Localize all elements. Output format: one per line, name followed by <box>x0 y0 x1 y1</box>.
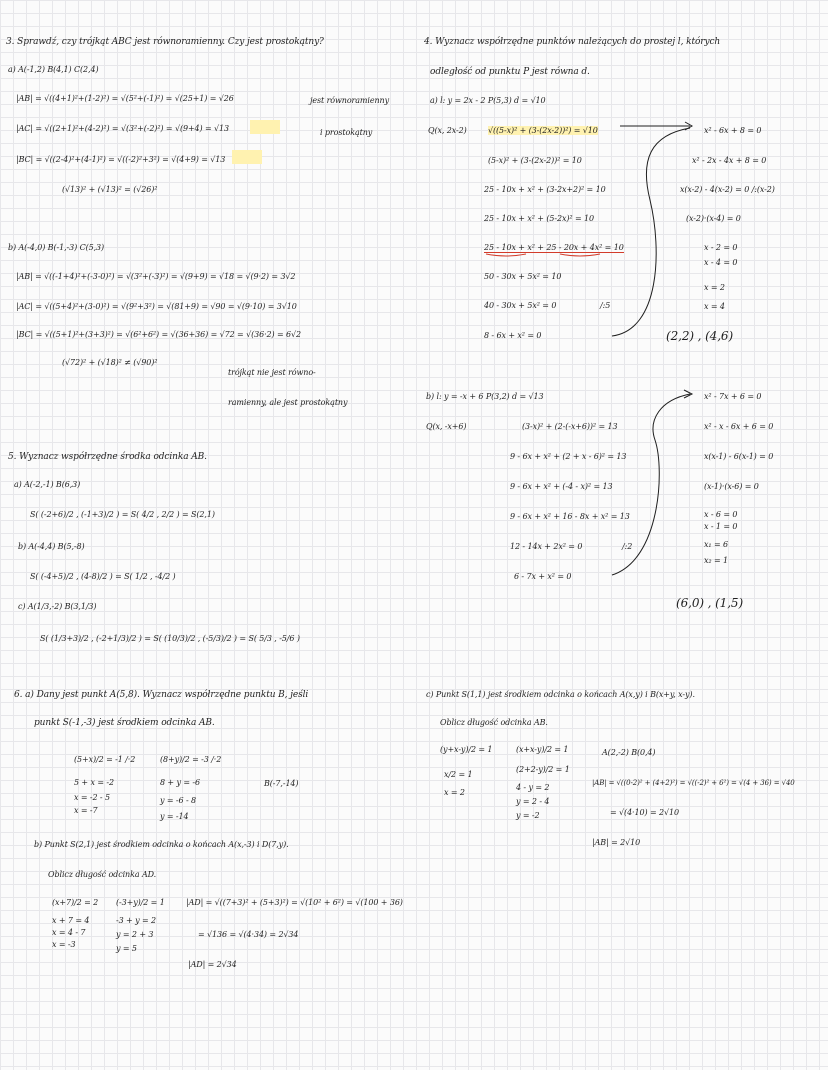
task5c-points: c) A(1/3,-2) B(3,1/3) <box>18 602 97 611</box>
task6b-title1: b) Punkt S(2,1) jest środkiem odcinka o końcach A(x,-3) i D(7,y). <box>34 840 289 849</box>
task6c-x2: x/2 = 1 <box>444 770 473 779</box>
curve-4b <box>612 394 690 575</box>
task4a-s7: x = 2 <box>704 283 725 292</box>
task6a-y3: y = -6 - 8 <box>160 796 196 805</box>
task4a-s1: x² - 6x + 8 = 0 <box>704 126 762 135</box>
task3b-points: b) A(-4,0) B(-1,-3) C(5,3) <box>8 243 105 252</box>
task5b-points: b) A(-4,4) B(5,-8) <box>18 542 85 551</box>
task6c-points: A(2,-2) B(0,4) <box>602 748 656 757</box>
task4a-answer: (2,2) , (4,6) <box>666 329 734 343</box>
highlight-ac <box>250 120 280 134</box>
task3a-check: (√13)² + (√13)² = (√26)² <box>62 185 158 194</box>
task3a-note1: jest równoramienny <box>310 96 390 105</box>
task4b-s6: x - 1 = 0 <box>704 522 738 531</box>
task4a-div: /:5 <box>600 301 611 310</box>
task4b-div: /:2 <box>622 542 633 551</box>
task6b-x2: x + 7 = 4 <box>52 916 90 925</box>
task6b-y1: (-3+y)/2 = 1 <box>116 898 165 907</box>
task3b-ac: |AC| = √((5+4)²+(3-0)²) = √(9²+3²) = √(81+9) = √90 = √(9·10) = 3√10 <box>16 302 297 311</box>
task4a-eq8: 8 - 6x + x² = 0 <box>484 331 542 340</box>
task4b-q: Q(x, -x+6) <box>426 422 467 431</box>
task6c-ab2: = √(4·10) = 2√10 <box>610 808 679 817</box>
task4b-eq6: 6 - 7x + x² = 0 <box>514 572 572 581</box>
task4b-eq5: 12 - 14x + 2x² = 0 <box>510 542 583 551</box>
task5a-result: S( (-2+6)/2 , (-1+3)/2 ) = S( 4/2 , 2/2 ) = S(2,1) <box>30 510 215 519</box>
task6b-title2: Oblicz długość odcinka AD. <box>48 870 157 879</box>
task4b-s3: x(x-1) - 6(x-1) = 0 <box>704 452 774 461</box>
task4b-eq4: 9 - 6x + x² + 16 - 8x + x² = 13 <box>510 512 630 521</box>
task5b-result: S( (-4+5)/2 , (4-8)/2 ) = S( 1/2 , -4/2 ) <box>30 572 176 581</box>
task5-title: 5. Wyznacz współrzędne środka odcinka AB. <box>8 452 207 462</box>
task6c-title2: Oblicz długość odcinka AB. <box>440 718 548 727</box>
task6c-y1: (x+x-y)/2 = 1 <box>516 745 569 754</box>
task6b-y3: y = 2 + 3 <box>116 930 154 939</box>
task4b-setup: b) l: y = -x + 6 P(3,2) d = √13 <box>426 392 544 401</box>
task6a-x2: 5 + x = -2 <box>74 778 114 787</box>
task6a-x3: x = -2 - 5 <box>74 793 110 802</box>
task6a-y2: 8 + y = -6 <box>160 778 200 787</box>
task6c-y3: 4 - y = 2 <box>516 783 550 792</box>
task4a-eq7: 40 - 30x + 5x² = 0 <box>484 301 557 310</box>
task4a-s4: (x-2)·(x-4) = 0 <box>686 214 741 223</box>
task6c-ab1: |AB| = √((0-2)² + (4+2)²) = √((-2)² + 6²) = √(4 + 36) = √40 <box>592 779 795 787</box>
task6a-title1: 6. a) Dany jest punkt A(5,8). Wyznacz współrzędne punktu B, jeśli <box>14 690 309 700</box>
task4a-s8: x = 4 <box>704 302 725 311</box>
task6c-y5: y = -2 <box>516 811 540 820</box>
task4b-s7: x₁ = 6 <box>704 540 728 549</box>
highlight-bc <box>232 150 262 164</box>
task6a-x1: (5+x)/2 = -1 /·2 <box>74 755 136 764</box>
task4a-s3: x(x-2) - 4(x-2) = 0 /:(x-2) <box>680 185 775 194</box>
task4b-answer: (6,0) , (1,5) <box>676 596 744 610</box>
task6b-ad2: = √136 = √(4·34) = 2√34 <box>198 930 299 939</box>
task6c-title1: c) Punkt S(1,1) jest środkiem odcinka o końcach A(x,y) i B(x+y, x-y). <box>426 690 695 699</box>
task3a-note2: i prostokątny <box>320 128 373 137</box>
task4a-eq4: 25 - 10x + x² + (5-2x)² = 10 <box>484 214 594 223</box>
task4a-setup: a) l: y = 2x - 2 P(5,3) d = √10 <box>430 96 546 105</box>
task4a-q: Q(x, 2x-2) <box>428 126 467 135</box>
task3b-check: (√72)² + (√18)² ≠ (√90)² <box>62 358 158 367</box>
task3-title: 3. Sprawdź, czy trójkąt ABC jest równoramienny. Czy jest prostokątny? <box>6 37 324 47</box>
task6c-y2: (2+2-y)/2 = 1 <box>516 765 570 774</box>
task4b-s4: (x-1)·(x-6) = 0 <box>704 482 759 491</box>
task6c-x1: (y+x-y)/2 = 1 <box>440 745 493 754</box>
task6a-y4: y = -14 <box>160 812 189 821</box>
task3a-ab: |AB| = √((4+1)²+(1-2)²) = √(5²+(-1)²) = √(25+1) = √26 <box>16 94 234 103</box>
task4b-eq2: 9 - 6x + x² + (2 + x - 6)² = 13 <box>510 452 627 461</box>
task6b-x3: x = 4 - 7 <box>52 928 86 937</box>
task3b-bc: |BC| = √((5+1)²+(3+3)²) = √(6²+6²) = √(36+36) = √72 = √(36·2) = 6√2 <box>16 330 302 339</box>
task4a-eq1: √((5-x)² + (3-(2x-2))²) = √10 <box>488 126 598 135</box>
task3a-points: a) A(-1,2) B(4,1) C(2,4) <box>8 65 99 74</box>
task6c-y4: y = 2 - 4 <box>516 797 550 806</box>
task4a-eq5: 25 - 10x + x² + 25 - 20x + 4x² = 10 <box>484 243 624 252</box>
task6a-x4: x = -7 <box>74 806 98 815</box>
task4a-s5: x - 2 = 0 <box>704 243 738 252</box>
task6b-x4: x = -3 <box>52 940 76 949</box>
task6b-y4: y = 5 <box>116 944 137 953</box>
task3a-ac: |AC| = √((2+1)²+(4-2)²) = √(3²+(-2)²) = √(9+4) = √13 <box>16 124 230 133</box>
task3b-note1: trójkąt nie jest równo- <box>228 368 316 377</box>
task4a-eq2: (5-x)² + (3-(2x-2))² = 10 <box>488 156 582 165</box>
underline-red-1 <box>486 254 526 256</box>
task6b-ad1: |AD| = √((7+3)² + (5+3)²) = √(10² + 6²) = √(100 + 36) <box>186 898 403 907</box>
task4b-eq1: (3-x)² + (2-(-x+6))² = 13 <box>522 422 618 431</box>
task4b-s5: x - 6 = 0 <box>704 510 738 519</box>
task6c-answer: |AB| = 2√10 <box>592 838 641 847</box>
task6a-y1: (8+y)/2 = -3 /·2 <box>160 755 222 764</box>
task4b-s1: x² - 7x + 6 = 0 <box>704 392 762 401</box>
task4a-s6: x - 4 = 0 <box>704 258 738 267</box>
task3b-note2: ramienny, ale jest prostokątny <box>228 398 348 407</box>
task5c-result: S( (1/3+3)/2 , (-2+1/3)/2 ) = S( (10/3)/2 , (-5/3)/2 ) = S( 5/3 , -5/6 ) <box>40 634 300 643</box>
task4b-s2: x² - x - 6x + 6 = 0 <box>704 422 774 431</box>
underline-red-2 <box>560 254 600 256</box>
task6c-x3: x = 2 <box>444 788 465 797</box>
task6b-y2: -3 + y = 2 <box>116 916 156 925</box>
task3b-ab: |AB| = √((-1+4)²+(-3-0)²) = √(3²+(-3)²) = √(9+9) = √18 = √(9·2) = 3√2 <box>16 272 296 281</box>
task6a-title2: punkt S(-1,-3) jest środkiem odcinka AB. <box>34 718 215 728</box>
task4a-eq3: 25 - 10x + x² + (3-2x+2)² = 10 <box>484 185 606 194</box>
task6b-answer: |AD| = 2√34 <box>188 960 237 969</box>
task4-title2: odległość od punktu P jest równa d. <box>430 67 590 77</box>
task4b-eq3: 9 - 6x + x² + (-4 - x)² = 13 <box>510 482 613 491</box>
task4a-s2: x² - 2x - 4x + 8 = 0 <box>692 156 767 165</box>
task4b-s8: x₂ = 1 <box>704 556 728 565</box>
task6b-x1: (x+7)/2 = 2 <box>52 898 99 907</box>
task3a-bc: |BC| = √((2-4)²+(4-1)²) = √((-2)²+3²) = √(4+9) = √13 <box>16 155 226 164</box>
task5a-points: a) A(-2,-1) B(6,3) <box>14 480 81 489</box>
task4a-eq6: 50 - 30x + 5x² = 10 <box>484 272 562 281</box>
task4-title: 4. Wyznacz współrzędne punktów należących do prostej l, których <box>424 37 721 47</box>
curve-4a <box>612 128 690 336</box>
task6a-answer: B(-7,-14) <box>264 779 299 788</box>
